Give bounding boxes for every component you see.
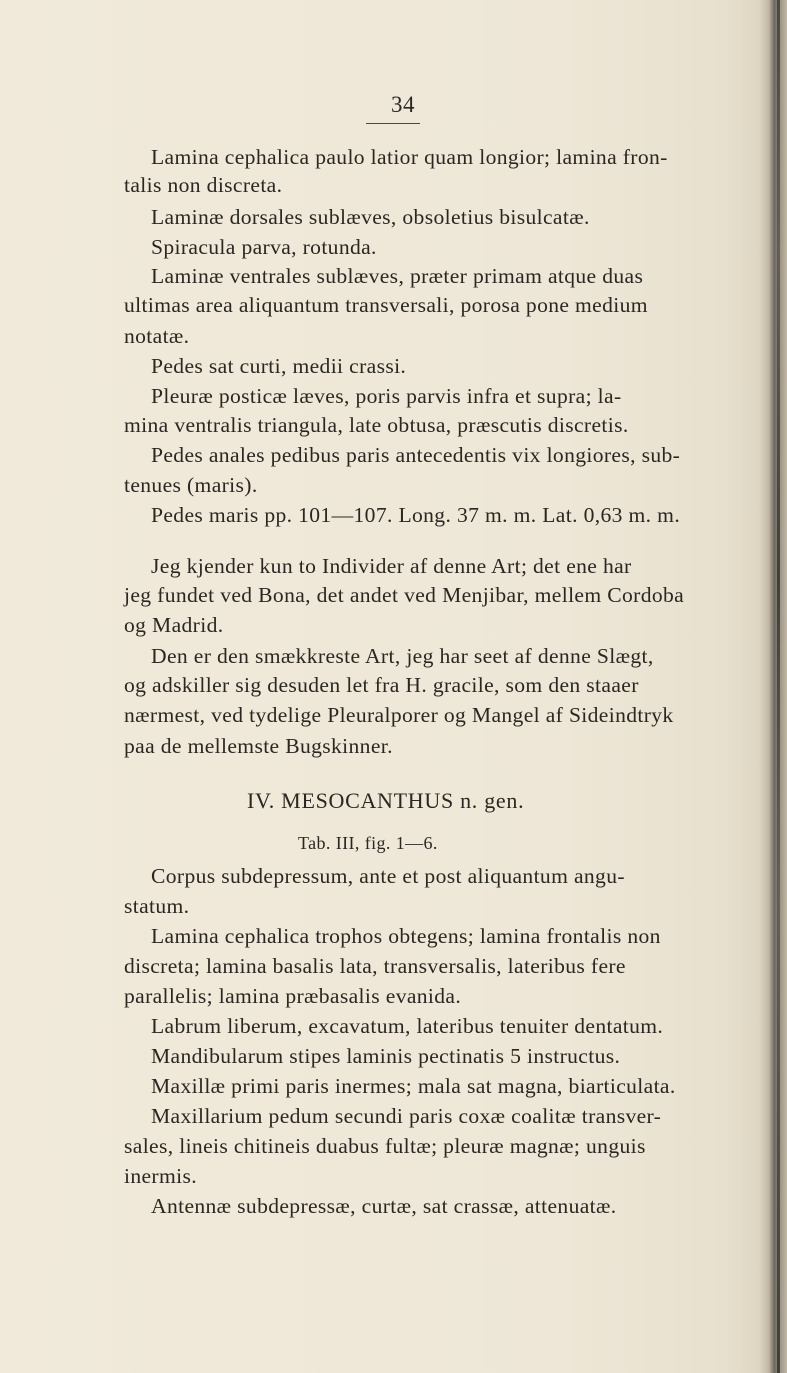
species-description-line-3: Laminæ dorsales sublæves, obsoletius bisulcatæ. <box>151 205 590 229</box>
species-description-line-13: Pedes maris pp. 101—107. Long. 37 m. m. Lat. 0,63 m. m. <box>151 503 681 527</box>
species-description-line-1: Lamina cephalica paulo latior quam longior; lamina fron- <box>151 145 668 169</box>
danish-note-line-6: nærmest, ved tydelige Pleuralporer og Mangel af Sideindtryk <box>124 703 674 727</box>
species-description-line-2: talis non discreta. <box>124 173 283 197</box>
danish-note-line-3: og Madrid. <box>124 613 224 637</box>
plate-reference: Tab. III, fig. 1—6. <box>298 833 438 853</box>
danish-note-line-7: paa de mellemste Bugskinner. <box>124 734 393 758</box>
species-description-line-7: notatæ. <box>124 324 190 348</box>
species-description-line-10: mina ventralis triangula, late obtusa, præscutis discretis. <box>124 413 629 437</box>
genus-description-line-3: Lamina cephalica trophos obtegens; lamina frontalis non <box>151 924 661 948</box>
genus-description-line-9: Maxillarium pedum secundi paris coxæ coalitæ transver- <box>151 1104 662 1128</box>
genus-description-line-12: Antennæ subdepressæ, curtæ, sat crassæ, attenuatæ. <box>151 1194 617 1218</box>
species-description-line-9: Pleuræ posticæ læves, poris parvis infra et supra; la- <box>151 384 622 408</box>
genus-description-line-10: sales, lineis chitineis duabus fultæ; pleuræ magnæ; unguis <box>124 1134 646 1158</box>
genus-description-line-5: parallelis; lamina præbasalis evanida. <box>124 984 462 1008</box>
species-description-line-12: tenues (maris). <box>124 473 258 497</box>
genus-description-line-6: Labrum liberum, excavatum, lateribus tenuiter dentatum. <box>151 1014 664 1038</box>
page-number: 34 <box>391 92 415 117</box>
page-number-rule <box>366 123 420 124</box>
danish-note-line-5: og adskiller sig desuden let fra H. gracile, som den staaer <box>124 673 639 697</box>
genus-description-line-11: inermis. <box>124 1164 197 1188</box>
genus-heading: IV. MESOCANTHUS n. gen. <box>247 788 525 813</box>
species-description-line-5: Laminæ ventrales sublæves, præter primam atque duas <box>151 264 644 288</box>
danish-note-line-4: Den er den smækkreste Art, jeg har seet af denne Slægt, <box>151 644 654 668</box>
genus-description-line-4: discreta; lamina basalis lata, transversalis, lateribus fere <box>124 954 626 978</box>
species-description-line-6: ultimas area aliquantum transversali, porosa pone medium <box>124 293 648 317</box>
species-description-line-4: Spiracula parva, rotunda. <box>151 235 377 259</box>
genus-description-line-8: Maxillæ primi paris inermes; mala sat magna, biarticulata. <box>151 1074 676 1098</box>
genus-description-line-2: statum. <box>124 894 190 918</box>
species-description-line-11: Pedes anales pedibus paris antecedentis vix longiores, sub- <box>151 443 681 467</box>
genus-description-line-7: Mandibularum stipes laminis pectinatis 5 instructus. <box>151 1044 621 1068</box>
danish-note-line-2: jeg fundet ved Bona, det andet ved Menjibar, mellem Cordoba <box>124 583 685 607</box>
danish-note-line-1: Jeg kjender kun to Individer af denne Art; det ene har <box>151 554 632 578</box>
genus-description-line-1: Corpus subdepressum, ante et post aliquantum angu- <box>151 864 625 888</box>
species-description-line-8: Pedes sat curti, medii crassi. <box>151 354 407 378</box>
